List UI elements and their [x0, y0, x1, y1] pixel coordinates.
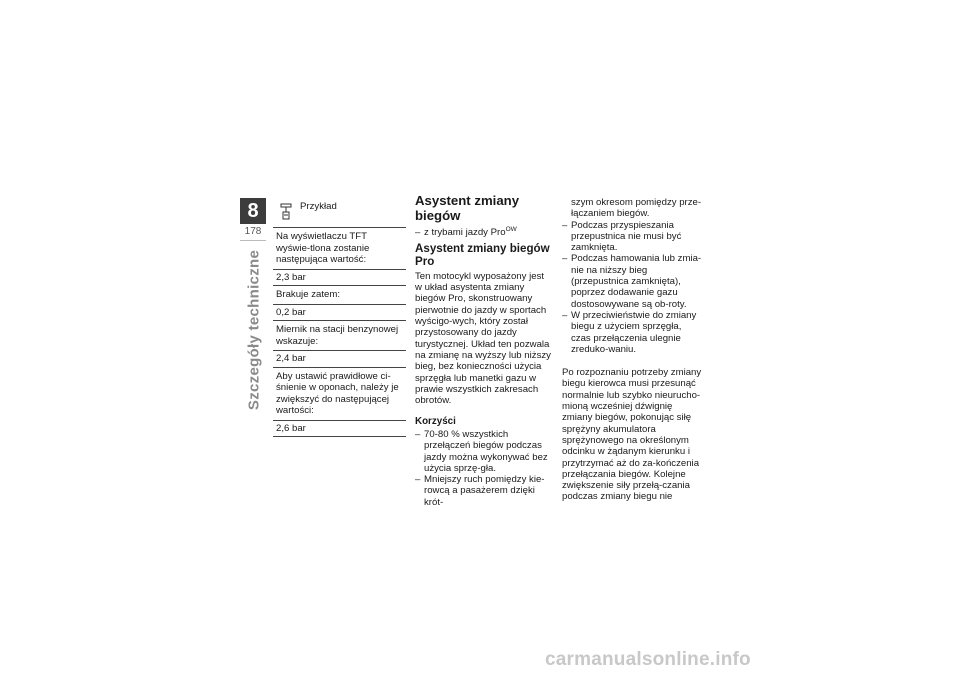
section-title	[415, 194, 553, 223]
table-row: Na wyświetlaczu TFT wyświe-tlona zostanie następująca wartość:	[273, 228, 406, 270]
watermark: carmanualsonline.info	[545, 649, 751, 670]
continued-list-text: szym okresom pomiędzy prze-łączaniem biegów.	[571, 197, 702, 220]
table-row: Brakuje zatem:	[273, 286, 406, 305]
section-subtitle-list	[415, 227, 553, 238]
shifting-paragraph: Po rozpoznaniu potrzeby zmiany biegu kierowca musi przesunąć normalnie lub szybko nieurucho-mioną wcześniej dźwignię zmiany biegów, pokonując siłę sprężyny akumulatora sprężynowego na określonym odcinku w żądanym kierunku i przytrzymać aż do za-kończenia przełączania biegów. Kolejne zwiększenie siły przełą-czania podczas zmiany biegu nie	[562, 367, 702, 503]
table-row: Miernik na stacji benzynowej wskazuje:	[273, 321, 406, 351]
table-row: 0,2 bar	[273, 305, 406, 322]
section-title-line1: Asystent zmiany	[415, 193, 520, 208]
section-column-main	[415, 194, 553, 508]
list-item: – Podczas przyspieszania przepustnica nie musi być zamknięta.	[562, 220, 702, 254]
example-header	[273, 197, 406, 228]
section-subtitle-text: z trybami jazdy Pro	[424, 227, 506, 238]
page-number: 178	[244, 226, 262, 237]
list-item: – Podczas hamowania lub zmia-nie na niższy bieg (przepustnica zamknięta), poprzez dodawanie gazu dostosowywane są ob-roty.	[562, 253, 702, 309]
section-subtitle-sup: OW	[505, 226, 517, 233]
example-label: Przykład	[300, 201, 337, 212]
chapter-title-vertical: Szczegóły techniczne	[245, 249, 263, 411]
benefits-list-continued	[562, 220, 702, 356]
benefits-heading: Korzyści	[415, 416, 456, 428]
table-row: 2,6 bar	[273, 421, 406, 438]
chapter-number-badge: 8	[240, 198, 266, 224]
tire-pressure-gauge-icon	[279, 203, 293, 225]
section-subtitle	[415, 227, 553, 238]
table-row: Aby ustawić prawidłowe ci-śnienie w oponach, należy je zwiększyć do następującej wartości:	[273, 368, 406, 421]
list-item: – 70-80 % wszystkich przełączeń biegów podczas jazdy można wykonywać bez użycia sprzę-gła.	[415, 429, 553, 474]
pressure-example-table	[273, 197, 406, 437]
table-row: 2,3 bar	[273, 270, 406, 287]
subsection-heading: Asystent zmiany biegów Pro	[415, 242, 550, 269]
list-item: – W przeciwieństwie do zmiany biegu z użyciem sprzęgła, czas przełączenia ulegnie zreduko-waniu.	[562, 310, 702, 355]
section-column-continued	[562, 197, 702, 503]
list-item: – Mniejszy ruch pomiędzy kie-rowcą a pasażerem dzięki krót-	[415, 474, 553, 508]
section-title-line2: biegów	[415, 207, 461, 223]
benefits-list	[415, 429, 553, 508]
table-row: 2,4 bar	[273, 351, 406, 368]
intro-paragraph: Ten motocykl wyposażony jest w układ asystenta zmiany biegów Pro, skonstruowany pierwotnie do jazdy w sportach wyścigo-wych, który został przystosowany do jazdy turystycznej. Układ ten pozwala na zmianę na wyższy lub niższy bieg, bez konieczności użycia sprzęgła lub manetki gazu w prawie wszystkich zakresach obrotów.	[415, 270, 551, 407]
sidebar-divider	[240, 240, 266, 241]
